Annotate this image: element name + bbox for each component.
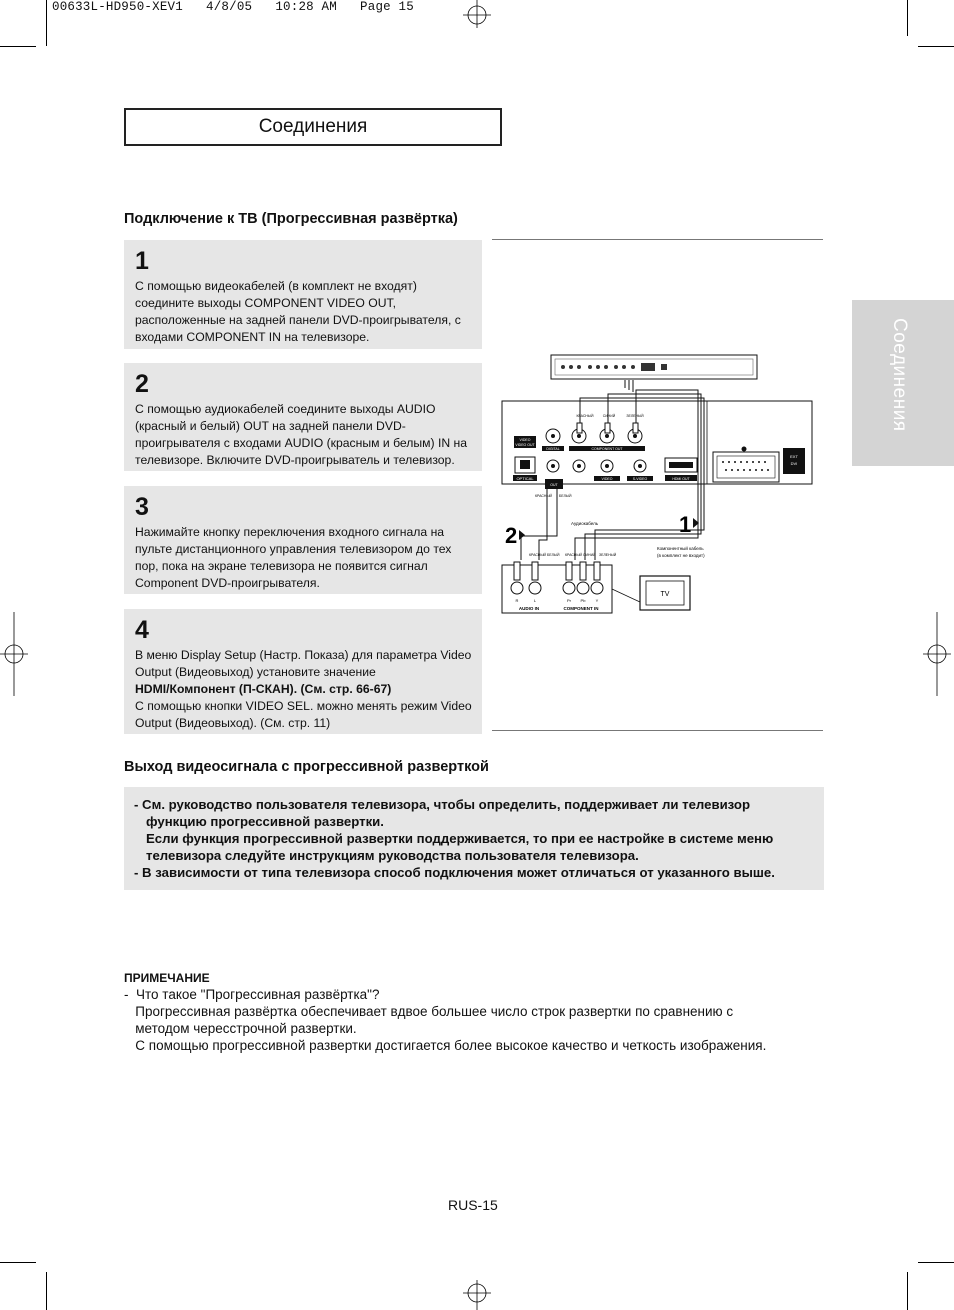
svg-text:БЕЛЫЙ: БЕЛЫЙ [559, 494, 572, 498]
svg-text:VIDEO OUT: VIDEO OUT [515, 443, 535, 447]
note-line: телевизора следуйте инструкциям руководства пользователя телевизора. [146, 848, 639, 863]
svg-text:DVI: DVI [790, 461, 798, 466]
svg-text:EXT: EXT [790, 454, 798, 459]
print-header: 00633L-HD950-XEV1 4/8/05 10:28 AM Page 15 [52, 0, 414, 14]
connection-subtitle: Подключение к ТВ (Прогрессивная развёртка) [124, 211, 458, 227]
step-text: С помощью видеокабелей (в комплект не входят) соедините выходы COMPONENT VIDEO OUT, расположенные на задней панели DVD-проигрывателя, с входами COMPONENT IN на телевизоре. [135, 279, 461, 344]
step-3 [124, 486, 482, 594]
svg-text:КРАСНЫЙ: КРАСНЫЙ [529, 553, 547, 557]
svg-text:1: 1 [679, 512, 692, 537]
note-line: - См. руководство пользователя телевизора, чтобы определить, поддерживает ли телевизор [134, 797, 751, 812]
step-4 [124, 609, 482, 734]
svg-text:(в комплект не входит): (в комплект не входит) [657, 553, 705, 558]
svg-text:КРАСНЫЙ: КРАСНЫЙ [576, 414, 594, 418]
svg-text:КРАСНЫЙ: КРАСНЫЙ [565, 553, 583, 557]
svg-text:СИНИЙ: СИНИЙ [583, 553, 596, 557]
note-line: - В зависимости от типа телевизора способ подключения может отличаться от указанного выше. [134, 865, 775, 880]
svg-text:OPTICAL: OPTICAL [516, 476, 534, 481]
progressive-output-title: Выход видеосигнала с прогрессивной разверткой [124, 759, 489, 775]
step-text: В меню Display Setup (Настр. Показа) для параметра Video Output (Видеовыход) установите значение HDMI/Компонент (П-СКАН). (См. стр. 66-67) С помощью кнопки VIDEO SEL. можно менять режим Video Output (Видеовыход). (См. стр. 11) [135, 648, 472, 730]
svg-text:СИНИЙ: СИНИЙ [602, 414, 616, 418]
page-title: Соединения [124, 108, 502, 146]
svg-text:Pr: Pr [567, 598, 571, 603]
step-number: 3 [135, 493, 149, 521]
step-1 [124, 240, 482, 349]
svg-text:HDMI OUT: HDMI OUT [672, 477, 690, 481]
divider [492, 730, 823, 731]
section-tab-label: Соединения [889, 318, 910, 432]
note-line: Если функция прогрессивной развертки поддерживается, то при ее настройке в системе меню [146, 831, 774, 846]
svg-text:БЕЛЫЙ: БЕЛЫЙ [547, 553, 560, 557]
step-number: 2 [135, 370, 149, 398]
remark-title: ПРИМЕЧАНИЕ [124, 971, 210, 985]
svg-text:AUDIO IN: AUDIO IN [518, 606, 540, 611]
svg-text:Pb: Pb [580, 598, 586, 603]
svg-text:2: 2 [505, 523, 518, 548]
step-number: 1 [135, 247, 149, 275]
svg-text:TV: TV [660, 591, 670, 598]
step-2 [124, 363, 482, 471]
svg-text:COMPONENT OUT: COMPONENT OUT [591, 447, 623, 451]
svg-text:Компонентный кабель: Компонентный кабель [657, 546, 704, 551]
note-line: функцию прогрессивной развертки. [146, 814, 384, 829]
remark-text: - Что такое "Прогрессивная развёртка"? Прогрессивная развёртка обеспечивает вдвое большее число строк развертки по сравнению с методом чересстрочной развертки. С помощью прогрессивной развертки достигается более высокое качество и четкость изображения. [124, 987, 767, 1053]
step-number: 4 [135, 616, 149, 644]
svg-text:COMPONENT IN: COMPONENT IN [563, 606, 599, 611]
step-text: С помощью аудиокабелей соедините выходы AUDIO (красный и белый) OUT на задней панели DVD- проигрывателя с входами AUDIO (красным и белым) IN на телевизоре. Включите DVD-проигрыватель и телевизор. [135, 402, 468, 467]
svg-text:Аудиокабель: Аудиокабель [571, 521, 599, 526]
svg-text:ЗЕЛЕНЫЙ: ЗЕЛЕНЫЙ [626, 414, 644, 418]
svg-text:VIDEO: VIDEO [601, 477, 613, 481]
svg-text:S-VIDEO: S-VIDEO [632, 477, 648, 481]
connection-diagram [495, 350, 817, 616]
svg-text:DIGITAL: DIGITAL [546, 447, 560, 451]
page-number: RUS-15 [448, 1197, 498, 1213]
svg-text:VIDEO: VIDEO [519, 438, 531, 442]
svg-text:ЗЕЛЕНЫЙ: ЗЕЛЕНЫЙ [599, 553, 617, 557]
svg-text:OUT: OUT [550, 483, 558, 487]
section-tab [852, 300, 954, 466]
svg-text:R: R [515, 598, 519, 603]
svg-text:Y: Y [595, 598, 599, 603]
divider [492, 239, 823, 240]
svg-text:L: L [533, 598, 537, 603]
svg-text:КРАСНЫЙ: КРАСНЫЙ [535, 494, 553, 498]
step-text: Нажимайте кнопку переключения входного сигнала на пульте дистанционного управления телевизором до тех пор, пока на экране телевизора не появится сигнал Component DVD-проигрывателя. [135, 525, 452, 590]
notes-box [124, 787, 824, 890]
